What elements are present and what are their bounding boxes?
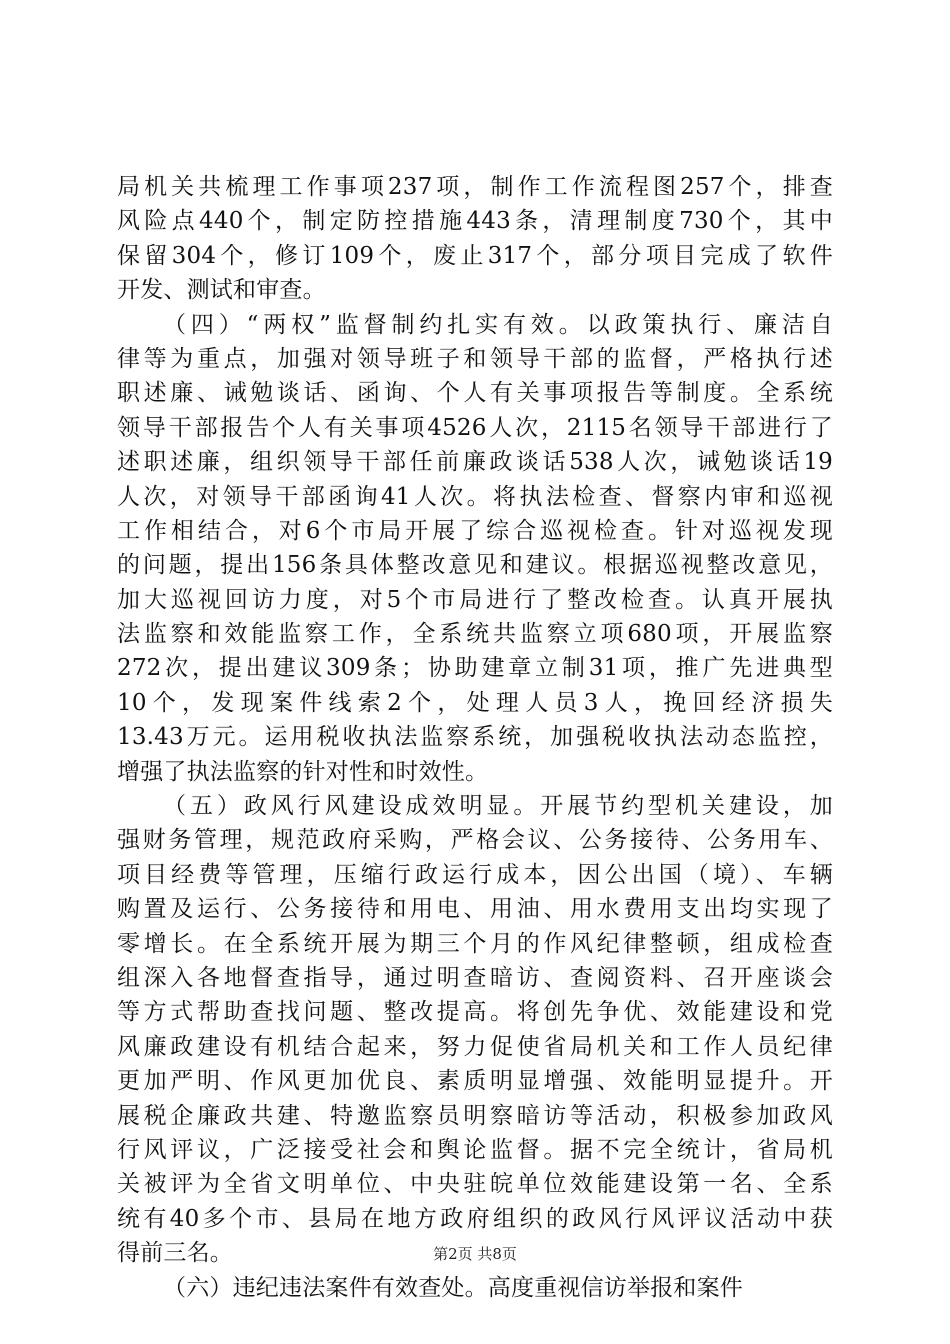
text-line: 开发、测试和审查。 — [117, 277, 326, 304]
text-line: 职述廉、诫勉谈话、函询、个人有关事项报告等制度。全系统 — [117, 380, 833, 407]
text-line: 统有40多个市、县局在地方政府组织的政风行风评议活动中获 — [117, 1205, 833, 1232]
text-line: 购置及运行、公务接待和用电、用油、用水费用支出均实现了 — [117, 896, 833, 923]
text-line: 领导干部报告个人有关事项4526人次，2115名领导干部进行了 — [117, 414, 833, 441]
paragraph-start-line: （五）政风行风建设成效明显。开展节约型机关建设，加 — [163, 793, 833, 820]
text-line: 强财务管理，规范政府采购，严格会议、公务接待、公务用车、 — [117, 827, 833, 854]
text-line: 述职述廉，组织领导干部任前廉政谈话538人次，诫勉谈话19 — [117, 449, 833, 476]
text-line: 组深入各地督查指导，通过明查暗访、查阅资料、召开座谈会 — [117, 964, 833, 991]
text-line: 加大巡视回访力度，对5个市局进行了整改检查。认真开展执 — [117, 586, 833, 613]
text-line: 律等为重点，加强对领导班子和领导干部的监督，严格执行述 — [117, 345, 833, 372]
text-line: 的问题，提出156条具体整改意见和建议。根据巡视整改意见， — [117, 552, 833, 579]
paragraph-start-line: （四）“两权”监督制约扎实有效。以政策执行、廉洁自 — [163, 311, 833, 338]
text-line: 零增长。在全系统开展为期三个月的作风纪律整顿，组成检查 — [117, 930, 833, 957]
text-line: 保留304个，修订109个，废止317个，部分项目完成了软件 — [117, 242, 833, 269]
text-line: 法监察和效能监察工作，全系统共监察立项680项，开展监察 — [117, 621, 833, 648]
text-line: 行风评议，广泛接受社会和舆论监督。据不完全统计，省局机 — [117, 1136, 833, 1163]
text-line: 13.43万元。运用税收执法监察系统，加强税收执法动态监控， — [117, 724, 833, 751]
document-body — [117, 170, 833, 1305]
text-line: 增强了执法监察的针对性和时效性。 — [117, 758, 489, 785]
text-line: 更加严明、作风更加优良、素质明显增强、效能明显提升。开 — [117, 1068, 833, 1095]
text-line: 等方式帮助查找问题、整改提高。将创先争优、效能建设和党 — [117, 999, 833, 1026]
text-line: 10个，发现案件线索2个，处理人员3人，挽回经济损失 — [117, 689, 833, 716]
text-line: 风廉政建设有机结合起来，努力促使省局机关和工作人员纪律 — [117, 1033, 833, 1060]
text-line: 局机关共梳理工作事项237项，制作工作流程图257个，排查 — [117, 174, 833, 200]
text-line: 工作相结合，对6个市局开展了综合巡视检查。针对巡视发现 — [117, 517, 833, 544]
page-number-footer: 第2页 共8页 — [433, 1245, 517, 1263]
text-line: 人次，对领导干部函询41人次。将执法检查、督察内审和巡视 — [117, 483, 833, 510]
text-line: 得前三名。 — [117, 1240, 233, 1267]
text-line: 项目经费等管理，压缩行政运行成本，因公出国（境）、车辆 — [117, 861, 833, 888]
text-line: 风险点440个，制定防控措施443条，清理制度730个，其中 — [117, 208, 833, 235]
text-line: 272次，提出建议309条；协助建章立制31项，推广先进典型 — [117, 655, 833, 682]
paragraph-start-line: （六）违纪违法案件有效查处。高度重视信访举报和案件 — [163, 1274, 743, 1301]
text-line: 展税企廉政共建、特邀监察员明察暗访等活动，积极参加政风 — [117, 1102, 833, 1129]
text-line: 关被评为全省文明单位、中央驻皖单位效能建设第一名、全系 — [117, 1171, 833, 1198]
